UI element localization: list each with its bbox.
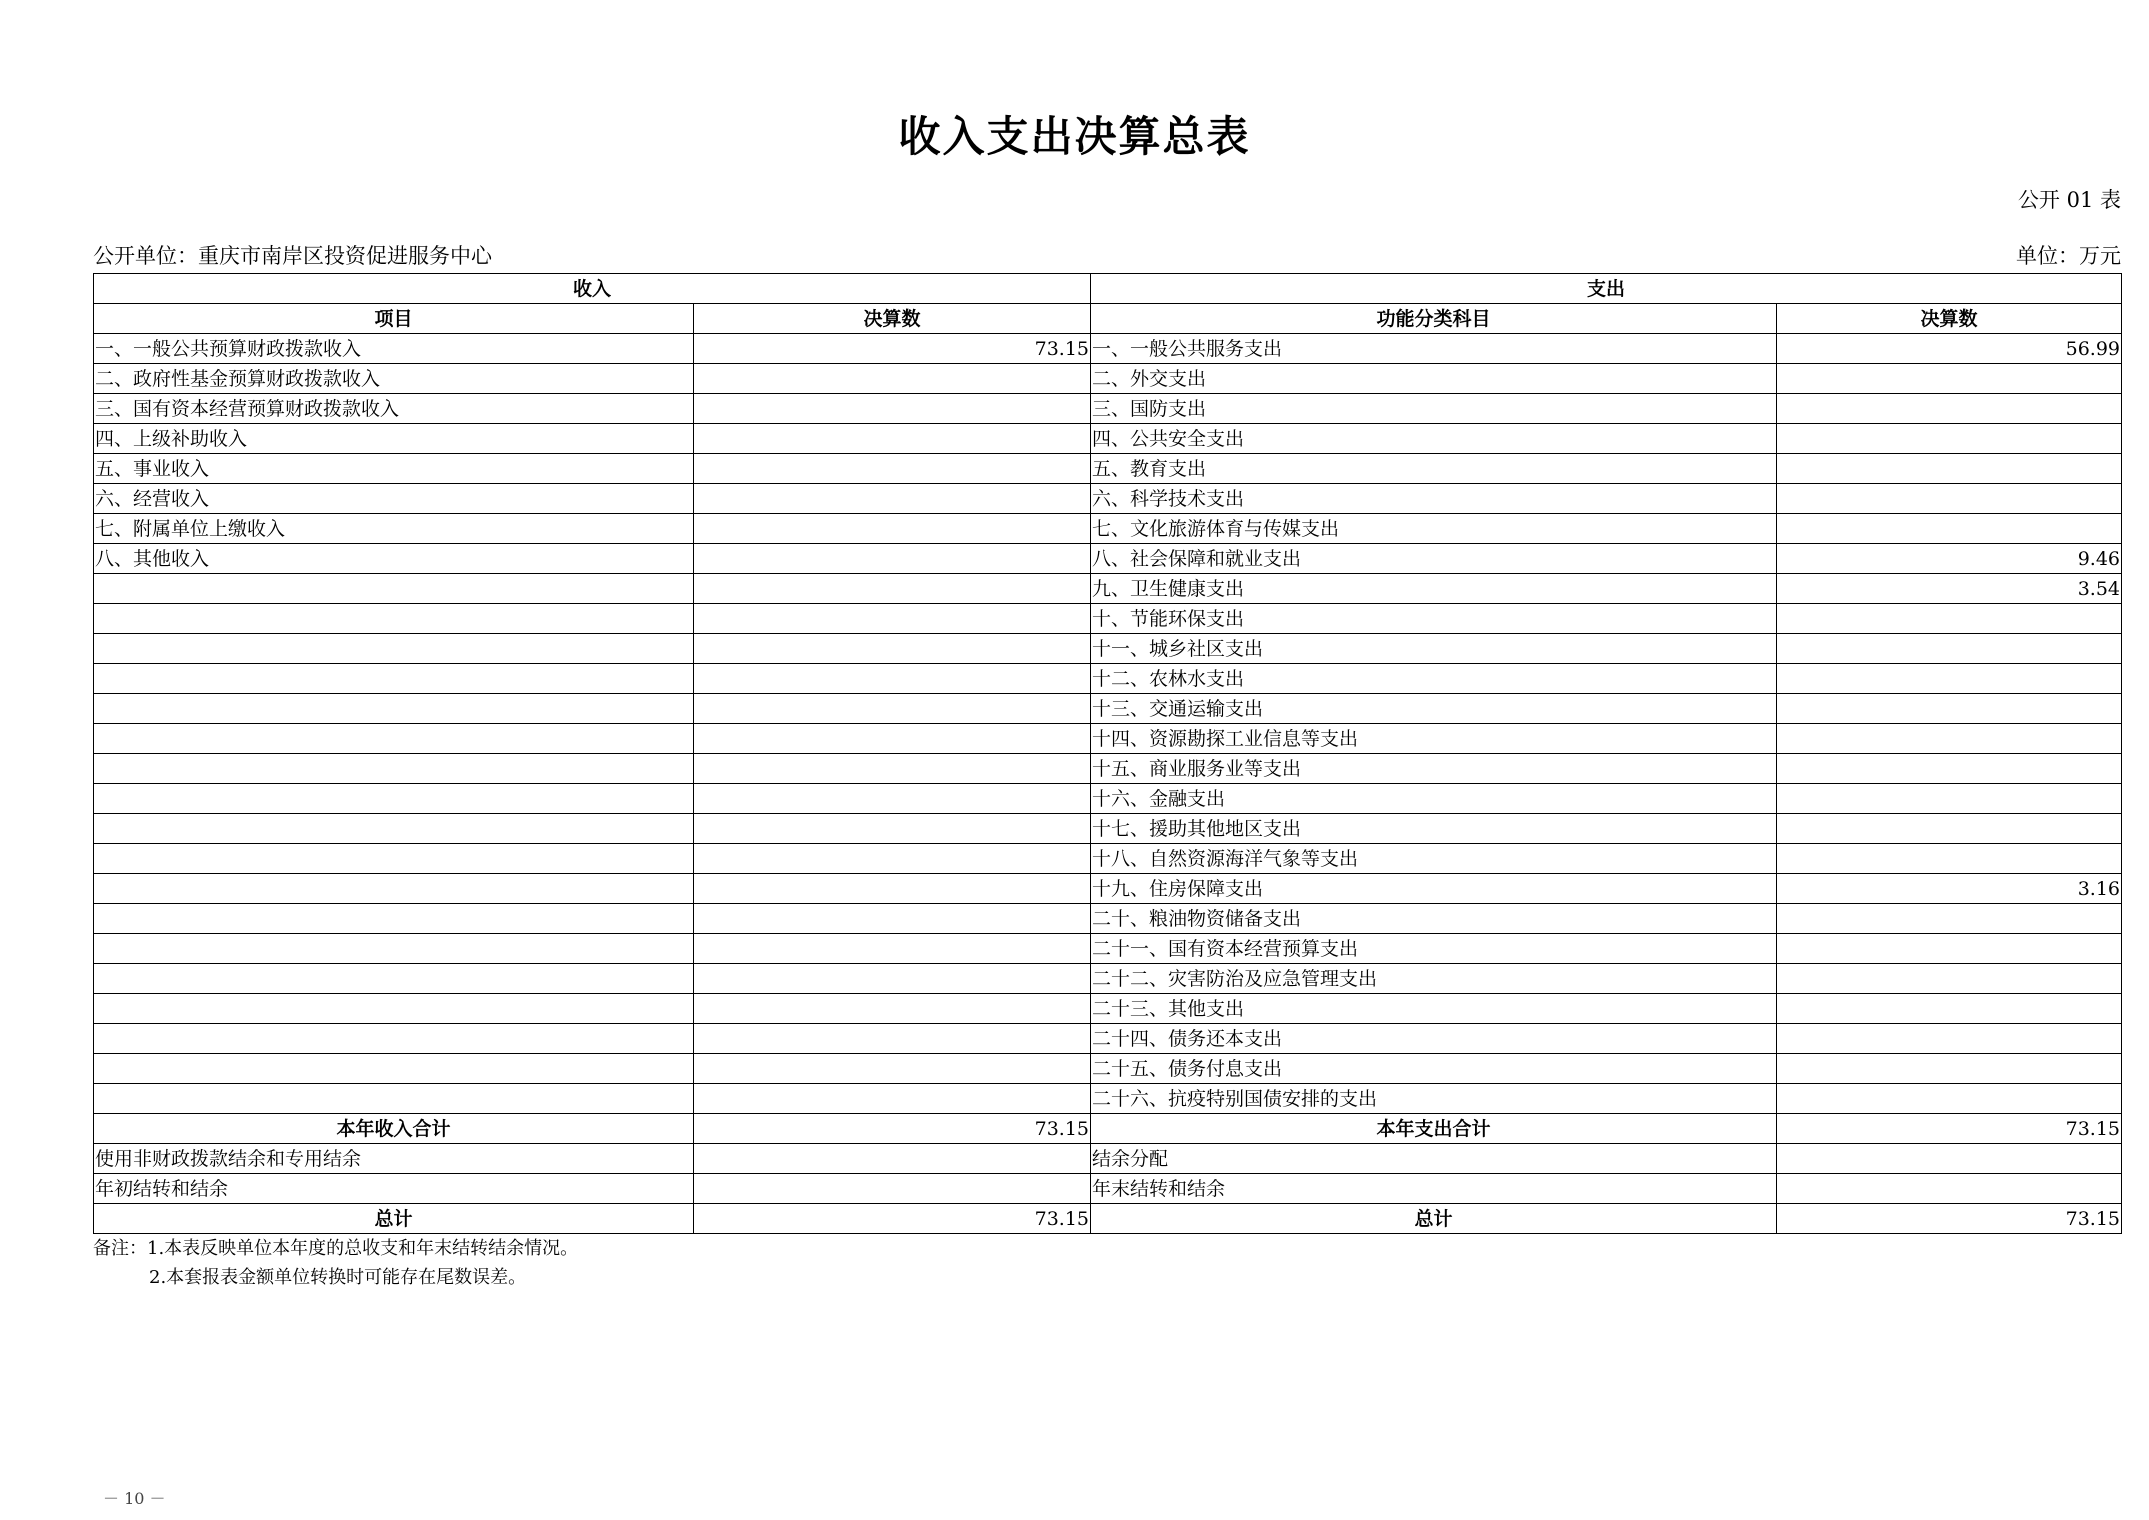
income-amount [694, 724, 1091, 754]
income-item [94, 874, 694, 904]
table-row [94, 334, 2122, 364]
expense-group-header: 支出 [1091, 274, 2122, 304]
expense-item: 二十四、债务还本支出 [1091, 1024, 1777, 1054]
expense-item: 二十一、国有资本经营预算支出 [1091, 934, 1777, 964]
income-item [94, 904, 694, 934]
income-item [94, 934, 694, 964]
income-amount [694, 604, 1091, 634]
income-item [94, 964, 694, 994]
table-row [94, 694, 2122, 724]
income-item: 使用非财政拨款结余和专用结余 [94, 1144, 694, 1174]
footnotes [93, 1234, 578, 1292]
table-row [94, 1174, 2122, 1204]
expense-amount [1777, 1084, 2122, 1114]
expense-amount: 9.46 [1777, 544, 2122, 574]
expense-item: 二十二、灾害防治及应急管理支出 [1091, 964, 1777, 994]
table-row [94, 904, 2122, 934]
income-amount [694, 484, 1091, 514]
income-item: 八、其他收入 [94, 544, 694, 574]
expense-amount [1777, 784, 2122, 814]
expense-item: 七、文化旅游体育与传媒支出 [1091, 514, 1777, 544]
income-amount [694, 694, 1091, 724]
expense-amount [1777, 694, 2122, 724]
income-item: 六、经营收入 [94, 484, 694, 514]
income-amount [694, 754, 1091, 784]
income-item [94, 724, 694, 754]
income-amount [694, 874, 1091, 904]
expense-item: 十二、农林水支出 [1091, 664, 1777, 694]
income-item [94, 1084, 694, 1114]
expense-item: 二十五、债务付息支出 [1091, 1054, 1777, 1084]
income-item [94, 1054, 694, 1084]
table-row [94, 964, 2122, 994]
page-title: 收入支出决算总表 [898, 112, 1251, 161]
expense-amount [1777, 394, 2122, 424]
income-amount [694, 634, 1091, 664]
expense-item: 五、教育支出 [1091, 454, 1777, 484]
expense-item: 四、公共安全支出 [1091, 424, 1777, 454]
income-item [94, 664, 694, 694]
table-row [94, 724, 2122, 754]
income-item [94, 994, 694, 1024]
table-row [94, 1084, 2122, 1114]
table-row [94, 634, 2122, 664]
income-item: 五、事业收入 [94, 454, 694, 484]
expense-item: 二十三、其他支出 [1091, 994, 1777, 1024]
expense-item: 十六、金融支出 [1091, 784, 1777, 814]
income-item: 三、国有资本经营预算财政拨款收入 [94, 394, 694, 424]
income-item: 七、附属单位上缴收入 [94, 514, 694, 544]
grand-total-row [94, 1204, 2122, 1234]
expense-item: 九、卫生健康支出 [1091, 574, 1777, 604]
expense-amount [1777, 754, 2122, 784]
grand-income-total-label: 总计 [94, 1204, 694, 1234]
expense-item: 二、外交支出 [1091, 364, 1777, 394]
form-number: 公开 01 表 [2017, 188, 2121, 212]
table-row [94, 484, 2122, 514]
income-item: 四、上级补助收入 [94, 424, 694, 454]
grand-expense-total-amount: 73.15 [1777, 1204, 2122, 1234]
grand-income-total-amount: 73.15 [694, 1204, 1091, 1234]
income-item [94, 754, 694, 784]
income-amount [694, 394, 1091, 424]
table-row [94, 784, 2122, 814]
income-item [94, 574, 694, 604]
expense-amount [1777, 994, 2122, 1024]
income-item [94, 1024, 694, 1054]
expense-amount: 3.16 [1777, 874, 2122, 904]
table-row [94, 454, 2122, 484]
table-row [94, 544, 2122, 574]
expense-amount [1777, 484, 2122, 514]
table-row [94, 1054, 2122, 1084]
expense-amount [1777, 1024, 2122, 1054]
income-amount [694, 904, 1091, 934]
expense-amount-header: 决算数 [1777, 304, 2122, 334]
expense-amount [1777, 934, 2122, 964]
income-item-header: 项目 [94, 304, 694, 334]
year-income-total-label: 本年收入合计 [94, 1114, 694, 1144]
income-amount [694, 1024, 1091, 1054]
year-expense-total-label: 本年支出合计 [1091, 1114, 1777, 1144]
table-row [94, 844, 2122, 874]
expense-item: 十九、住房保障支出 [1091, 874, 1777, 904]
income-amount [694, 574, 1091, 604]
expense-item: 一、一般公共服务支出 [1091, 334, 1777, 364]
year-expense-total-amount: 73.15 [1777, 1114, 2122, 1144]
income-amount [694, 814, 1091, 844]
income-item [94, 694, 694, 724]
expense-amount [1777, 1174, 2122, 1204]
expense-amount [1777, 844, 2122, 874]
income-amount [694, 784, 1091, 814]
column-header-row [94, 304, 2122, 334]
year-income-total-amount: 73.15 [694, 1114, 1091, 1144]
expense-amount [1777, 454, 2122, 484]
income-amount [694, 994, 1091, 1024]
page-number: － 10 － [103, 1489, 166, 1508]
income-item [94, 634, 694, 664]
income-item: 二、政府性基金预算财政拨款收入 [94, 364, 694, 394]
income-item [94, 814, 694, 844]
expense-amount [1777, 424, 2122, 454]
expense-amount [1777, 1144, 2122, 1174]
expense-item: 十五、商业服务业等支出 [1091, 754, 1777, 784]
expense-amount [1777, 724, 2122, 754]
income-amount [694, 1174, 1091, 1204]
expense-item: 十、节能环保支出 [1091, 604, 1777, 634]
expense-item: 十四、资源勘探工业信息等支出 [1091, 724, 1777, 754]
table-row [94, 514, 2122, 544]
table-row [94, 934, 2122, 964]
income-amount [694, 454, 1091, 484]
table-row [94, 814, 2122, 844]
income-item: 年初结转和结余 [94, 1174, 694, 1204]
expense-item: 三、国防支出 [1091, 394, 1777, 424]
expense-item: 结余分配 [1091, 1144, 1777, 1174]
footnote-1: 备注：1.本表反映单位本年度的总收支和年末结转结余情况。 [93, 1238, 579, 1259]
expense-item: 十一、城乡社区支出 [1091, 634, 1777, 664]
expense-amount [1777, 814, 2122, 844]
income-amount [694, 514, 1091, 544]
table-row [94, 394, 2122, 424]
income-item [94, 844, 694, 874]
expense-item: 十八、自然资源海洋气象等支出 [1091, 844, 1777, 874]
income-amount [694, 1054, 1091, 1084]
expense-amount [1777, 634, 2122, 664]
group-header-row [94, 274, 2122, 304]
expense-item: 二十六、抗疫特别国债安排的支出 [1091, 1084, 1777, 1114]
income-amount [694, 424, 1091, 454]
income-amount [694, 1084, 1091, 1114]
year-total-row [94, 1114, 2122, 1144]
expense-item: 八、社会保障和就业支出 [1091, 544, 1777, 574]
table-row [94, 874, 2122, 904]
income-item: 一、一般公共预算财政拨款收入 [94, 334, 694, 364]
budget-summary-table [93, 273, 2122, 1234]
expense-amount [1777, 904, 2122, 934]
income-amount [694, 1144, 1091, 1174]
income-amount [694, 544, 1091, 574]
table-row [94, 1024, 2122, 1054]
table-row [94, 994, 2122, 1024]
table-row [94, 574, 2122, 604]
expense-item: 十三、交通运输支出 [1091, 694, 1777, 724]
expense-item: 六、科学技术支出 [1091, 484, 1777, 514]
income-amount [694, 934, 1091, 964]
expense-item: 十七、援助其他地区支出 [1091, 814, 1777, 844]
table-row [94, 664, 2122, 694]
expense-amount [1777, 964, 2122, 994]
income-amount-header: 决算数 [694, 304, 1091, 334]
income-group-header: 收入 [94, 274, 1091, 304]
income-item [94, 784, 694, 814]
expense-amount [1777, 1054, 2122, 1084]
income-amount: 73.15 [694, 334, 1091, 364]
expense-amount [1777, 514, 2122, 544]
income-amount [694, 844, 1091, 874]
table-row [94, 754, 2122, 784]
expense-amount [1777, 364, 2122, 394]
table-row [94, 1144, 2122, 1174]
expense-amount: 3.54 [1777, 574, 2122, 604]
table-row [94, 604, 2122, 634]
expense-amount [1777, 664, 2122, 694]
table-row [94, 424, 2122, 454]
expense-category-header: 功能分类科目 [1091, 304, 1777, 334]
table-row [94, 364, 2122, 394]
grand-expense-total-label: 总计 [1091, 1204, 1777, 1234]
footnote-2: 2.本套报表金额单位转换时可能存在尾数误差。 [149, 1267, 527, 1288]
expense-item: 年末结转和结余 [1091, 1174, 1777, 1204]
income-amount [694, 664, 1091, 694]
income-amount [694, 364, 1091, 394]
expense-amount [1777, 604, 2122, 634]
expense-item: 二十、粮油物资储备支出 [1091, 904, 1777, 934]
income-item [94, 604, 694, 634]
income-amount [694, 964, 1091, 994]
reporting-unit: 公开单位：重庆市南岸区投资促进服务中心 [93, 244, 492, 268]
expense-amount: 56.99 [1777, 334, 2122, 364]
currency-unit: 单位：万元 [2016, 244, 2121, 268]
